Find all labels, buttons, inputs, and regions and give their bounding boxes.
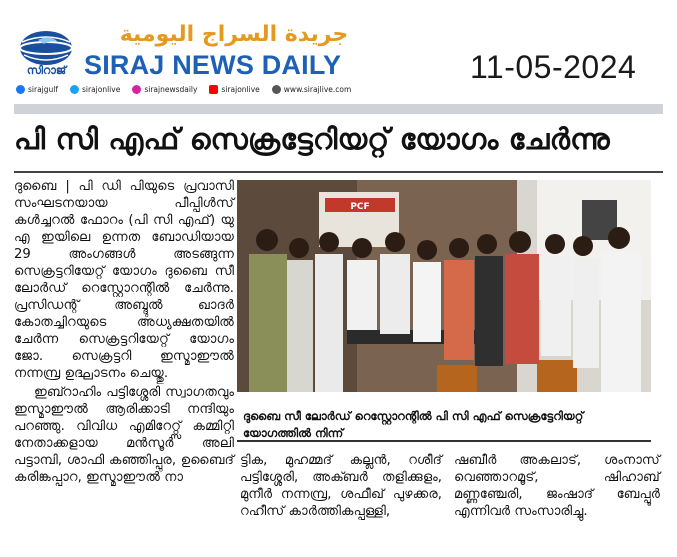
banner-text: PCF	[350, 202, 370, 212]
web-icon	[272, 85, 281, 94]
facebook-icon	[16, 85, 25, 94]
column-left	[14, 178, 234, 486]
group-photo-illustration	[237, 180, 651, 392]
social-facebook[interactable]: sirajgulf	[16, 85, 58, 94]
column-middle	[240, 452, 442, 520]
twitter-icon	[70, 85, 79, 94]
arabic-title: جريدة السراج اليومية	[119, 22, 349, 47]
social-web[interactable]: www.sirajlive.com	[272, 85, 351, 94]
youtube-icon	[209, 85, 218, 94]
globe-icon	[18, 28, 75, 68]
social-twitter[interactable]: sirajonlive	[70, 85, 120, 94]
top-divider-bar	[14, 104, 663, 114]
headline: പി സി എഫ് സെക്രട്ടേറിയറ്റ് യോഗം ചേർന്നു	[14, 122, 610, 156]
instagram-icon	[132, 85, 141, 94]
issue-date: 11-05-2024	[470, 49, 637, 85]
social-links	[16, 82, 351, 96]
social-instagram[interactable]: sirajnewsdaily	[132, 85, 197, 94]
headline-rule	[14, 171, 663, 173]
paper-name: SIRAJ NEWS DAILY	[84, 50, 342, 80]
paragraph-4: ഷബീർ അകലാട്, ശംനാസ് വെഞ്ഞാറമൂട്, ഷിഹാബ് മണ്ണഞ്ചേരി, ജംഷാദ് ബേപ്പൂർ എന്നിവർ സംസാരിച്ചു.	[454, 453, 660, 519]
group-photo	[237, 180, 651, 392]
paragraph-1: ദുബൈ | പി ഡി പിയുടെ പ്രവാസി സംഘടനയായ പീപ്പിൾസ് കൾച്ചറൽ ഫോറം (പി സി എഫ്) യു എ ഇയിലെ ഉന്നത ബോഡിയായ 29 അംഗങ്ങൾ അടങ്ങുന്ന സെക്രട്ടറിയേറ്റ് യോഗം ദുബൈ സീ ലോർഡ് റെസ്റ്റോറന്റിൽ ചേർന്നു. പ്രസിഡന്റ് അബ്ദുൽ ഖാദർ കോതച്ചിറയുടെ അധ്യക്ഷതയിൽ ചേർന്ന സെക്രട്ടറിയേറ്റ് യോഗം ജോ. സെക്രട്ടറി ഇസ്മാഈൽ നന്നമ്പ്ര ഉദ്ഘാടനം ചെയ്തു.	[14, 179, 234, 381]
logo-label: സിറാജ്	[26, 64, 67, 77]
paragraph-3: ട്ടിക, മുഹമ്മദ് കല്ലൻ, റശീദ് പട്ടിശ്ശേരി, അക്ബർ തളിക്കുളം, മുനീർ നന്നമ്പ്ര, ശഫീഖ് പുഴക്കര, റഹീസ് കാർത്തികപ്പള്ളി,	[240, 453, 442, 519]
paragraph-2: ഇബ്റാഹിം പട്ടിശ്ശേരി സ്വാഗതവും ഇസ്മാഈൽ ആരിക്കാടി നന്ദിയും പറഞ്ഞു. വിവിധ എമിറേറ്റ്സ് കമ്മിറ്റി നേതാക്കളായ മൻസൂർ അലി പട്ടാമ്പി, ശാഫി കഞ്ഞിപ്പുര, ഉബൈദ് കരിങ്കപ്പാറ, ഇസ്മാഈൽ നാ	[14, 385, 234, 485]
column-right	[454, 452, 660, 520]
photo-caption: ദുബൈ സീ ലോർഡ് റെസ്റ്റോറന്റിൽ പി സി എഫ് സെക്രട്ടേറിയറ്റ് യോഗത്തിൽ നിന്ന്	[237, 394, 651, 442]
masthead	[0, 0, 677, 98]
social-youtube[interactable]: sirajonlive	[209, 85, 259, 94]
siraj-logo	[18, 28, 75, 80]
